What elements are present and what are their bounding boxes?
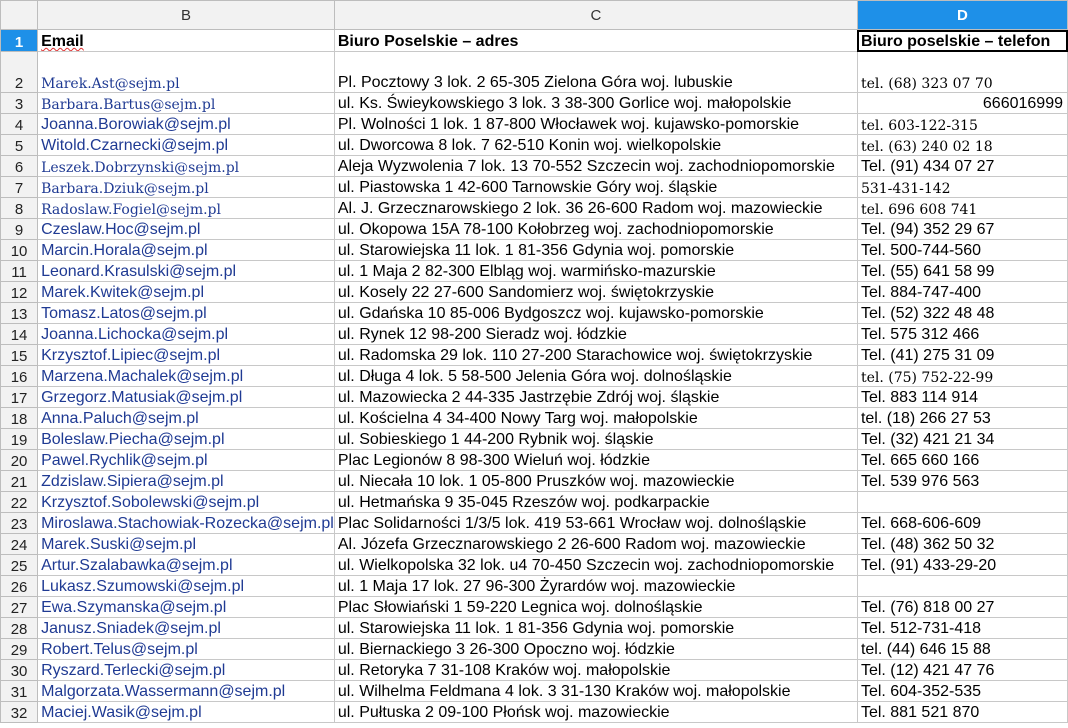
address-cell[interactable]: ul. Starowiejska 11 lok. 1 81-356 Gdynia woj. pomorskie: [334, 240, 857, 261]
address-cell[interactable]: ul. Ks. Świeykowskiego 3 lok. 3 38-300 Gorlice woj. małopolskie: [334, 93, 857, 114]
row-header[interactable]: 10: [1, 240, 38, 261]
email-cell[interactable]: Marek.Ast@sejm.pl: [38, 52, 335, 93]
row-header[interactable]: 26: [1, 576, 38, 597]
email-cell[interactable]: Barbara.Dziuk@sejm.pl: [38, 177, 335, 198]
row-header[interactable]: 6: [1, 156, 38, 177]
address-cell[interactable]: ul. Hetmańska 9 35-045 Rzeszów woj. podkarpackie: [334, 492, 857, 513]
row-header[interactable]: 3: [1, 93, 38, 114]
row-header[interactable]: 4: [1, 114, 38, 135]
address-cell[interactable]: ul. Biernackiego 3 26-300 Opoczno woj. łódzkie: [334, 639, 857, 660]
address-cell[interactable]: ul. Rynek 12 98-200 Sieradz woj. łódzkie: [334, 324, 857, 345]
email-cell[interactable]: Ewa.Szymanska@sejm.pl: [38, 597, 335, 618]
row-header[interactable]: 27: [1, 597, 38, 618]
email-cell[interactable]: Pawel.Rychlik@sejm.pl: [38, 450, 335, 471]
phone-cell[interactable]: Tel. (91) 434 07 27: [857, 156, 1067, 177]
row-header[interactable]: 31: [1, 681, 38, 702]
email-cell[interactable]: Artur.Szalabawka@sejm.pl: [38, 555, 335, 576]
phone-cell[interactable]: Tel. 604-352-535: [857, 681, 1067, 702]
row-header[interactable]: 21: [1, 471, 38, 492]
phone-cell[interactable]: tel. (18) 266 27 53: [857, 408, 1067, 429]
address-cell[interactable]: ul. Pułtuska 2 09-100 Płońsk woj. mazowieckie: [334, 702, 857, 723]
phone-cell[interactable]: [857, 576, 1067, 597]
address-cell[interactable]: Plac Solidarności 1/3/5 lok. 419 53-661 Wrocław woj. dolnośląskie: [334, 513, 857, 534]
row-header[interactable]: 12: [1, 282, 38, 303]
phone-cell[interactable]: Tel. 575 312 466: [857, 324, 1067, 345]
address-cell[interactable]: ul. Sobieskiego 1 44-200 Rybnik woj. śląskie: [334, 429, 857, 450]
email-cell[interactable]: Marek.Kwitek@sejm.pl: [38, 282, 335, 303]
row-header[interactable]: 19: [1, 429, 38, 450]
phone-cell[interactable]: Tel. (91) 433-29-20: [857, 555, 1067, 576]
email-cell[interactable]: Marcin.Horala@sejm.pl: [38, 240, 335, 261]
header-cell-phone[interactable]: Biuro poselskie – telefon: [857, 30, 1067, 52]
email-cell[interactable]: Krzysztof.Sobolewski@sejm.pl: [38, 492, 335, 513]
row-header[interactable]: 11: [1, 261, 38, 282]
address-cell[interactable]: ul. 1 Maja 17 lok. 27 96-300 Żyrardów woj. mazowieckie: [334, 576, 857, 597]
row-header[interactable]: 32: [1, 702, 38, 723]
phone-cell[interactable]: tel. (44) 646 15 88: [857, 639, 1067, 660]
email-cell[interactable]: Lukasz.Szumowski@sejm.pl: [38, 576, 335, 597]
address-cell[interactable]: ul. Niecała 10 lok. 1 05-800 Pruszków woj. mazowieckie: [334, 471, 857, 492]
phone-cell[interactable]: Tel. 512-731-418: [857, 618, 1067, 639]
email-cell[interactable]: Anna.Paluch@sejm.pl: [38, 408, 335, 429]
row-header[interactable]: 14: [1, 324, 38, 345]
row-header[interactable]: 7: [1, 177, 38, 198]
phone-cell[interactable]: Tel. (41) 275 31 09: [857, 345, 1067, 366]
address-cell[interactable]: ul. Wilhelma Feldmana 4 lok. 3 31-130 Kraków woj. małopolskie: [334, 681, 857, 702]
address-cell[interactable]: ul. Kosely 22 27-600 Sandomierz woj. świętokrzyskie: [334, 282, 857, 303]
row-header[interactable]: 1: [1, 30, 38, 52]
phone-cell[interactable]: Tel. 668-606-609: [857, 513, 1067, 534]
address-cell[interactable]: Al. J. Grzecznarowskiego 2 lok. 36 26-600 Radom woj. mazowieckie: [334, 198, 857, 219]
phone-cell[interactable]: Tel. (52) 322 48 48: [857, 303, 1067, 324]
phone-cell[interactable]: tel. (75) 752-22-99: [857, 366, 1067, 387]
phone-cell[interactable]: [857, 492, 1067, 513]
email-cell[interactable]: Ryszard.Terlecki@sejm.pl: [38, 660, 335, 681]
phone-cell[interactable]: Tel. (12) 421 47 76: [857, 660, 1067, 681]
address-cell[interactable]: ul. Radomska 29 lok. 110 27-200 Starachowice woj. świętokrzyskie: [334, 345, 857, 366]
row-header[interactable]: 5: [1, 135, 38, 156]
row-header[interactable]: 20: [1, 450, 38, 471]
row-header[interactable]: 8: [1, 198, 38, 219]
address-cell[interactable]: ul. Piastowska 1 42-600 Tarnowskie Góry woj. śląskie: [334, 177, 857, 198]
email-cell[interactable]: Grzegorz.Matusiak@sejm.pl: [38, 387, 335, 408]
address-cell[interactable]: Plac Legionów 8 98-300 Wieluń woj. łódzkie: [334, 450, 857, 471]
email-cell[interactable]: Witold.Czarnecki@sejm.pl: [38, 135, 335, 156]
email-cell[interactable]: Marek.Suski@sejm.pl: [38, 534, 335, 555]
select-all-corner[interactable]: [1, 1, 38, 30]
address-cell[interactable]: ul. Kościelna 4 34-400 Nowy Targ woj. małopolskie: [334, 408, 857, 429]
phone-cell[interactable]: tel. (68) 323 07 70: [857, 52, 1067, 93]
email-cell[interactable]: Joanna.Lichocka@sejm.pl: [38, 324, 335, 345]
phone-cell[interactable]: Tel. (94) 352 29 67: [857, 219, 1067, 240]
email-cell[interactable]: Miroslawa.Stachowiak-Rozecka@sejm.pl: [38, 513, 335, 534]
row-header[interactable]: 17: [1, 387, 38, 408]
phone-cell[interactable]: tel. 696 608 741: [857, 198, 1067, 219]
phone-cell[interactable]: Tel. 539 976 563: [857, 471, 1067, 492]
row-header[interactable]: 9: [1, 219, 38, 240]
phone-cell[interactable]: Tel. 881 521 870: [857, 702, 1067, 723]
header-cell-address[interactable]: Biuro Poselskie – adres: [334, 30, 857, 52]
row-header[interactable]: 16: [1, 366, 38, 387]
address-cell[interactable]: ul. 1 Maja 2 82-300 Elbląg woj. warmińsko-mazurskie: [334, 261, 857, 282]
address-cell[interactable]: ul. Okopowa 15A 78-100 Kołobrzeg woj. zachodniopomorskie: [334, 219, 857, 240]
phone-cell[interactable]: tel. (63) 240 02 18: [857, 135, 1067, 156]
phone-cell[interactable]: tel. 603-122-315: [857, 114, 1067, 135]
row-header[interactable]: 18: [1, 408, 38, 429]
phone-cell[interactable]: Tel. 884-747-400: [857, 282, 1067, 303]
email-cell[interactable]: Maciej.Wasik@sejm.pl: [38, 702, 335, 723]
row-header[interactable]: 29: [1, 639, 38, 660]
header-cell-email[interactable]: [38, 30, 335, 52]
email-cell[interactable]: Czeslaw.Hoc@sejm.pl: [38, 219, 335, 240]
phone-cell[interactable]: Tel. 665 660 166: [857, 450, 1067, 471]
column-header-d[interactable]: D: [857, 1, 1067, 30]
address-cell[interactable]: Aleja Wyzwolenia 7 lok. 13 70-552 Szczecin woj. zachodniopomorskie: [334, 156, 857, 177]
phone-cell[interactable]: 666016999: [857, 93, 1067, 114]
address-cell[interactable]: ul. Starowiejska 11 lok. 1 81-356 Gdynia woj. pomorskie: [334, 618, 857, 639]
phone-cell[interactable]: 531-431-142: [857, 177, 1067, 198]
email-cell[interactable]: Radoslaw.Fogiel@sejm.pl: [38, 198, 335, 219]
email-cell[interactable]: Tomasz.Latos@sejm.pl: [38, 303, 335, 324]
row-header[interactable]: 25: [1, 555, 38, 576]
address-cell[interactable]: Al. Józefa Grzecznarowskiego 2 26-600 Radom woj. mazowieckie: [334, 534, 857, 555]
email-cell[interactable]: Janusz.Sniadek@sejm.pl: [38, 618, 335, 639]
row-header[interactable]: 13: [1, 303, 38, 324]
phone-cell[interactable]: Tel. 883 114 914: [857, 387, 1067, 408]
address-cell[interactable]: ul. Wielkopolska 32 lok. u4 70-450 Szczecin woj. zachodniopomorskie: [334, 555, 857, 576]
email-cell[interactable]: Joanna.Borowiak@sejm.pl: [38, 114, 335, 135]
email-cell[interactable]: Robert.Telus@sejm.pl: [38, 639, 335, 660]
header-email-text: Email: [41, 33, 84, 50]
phone-cell[interactable]: Tel. (76) 818 00 27: [857, 597, 1067, 618]
row-header[interactable]: 22: [1, 492, 38, 513]
address-cell[interactable]: ul. Gdańska 10 85-006 Bydgoszcz woj. kujawsko-pomorskie: [334, 303, 857, 324]
address-cell[interactable]: ul. Długa 4 lok. 5 58-500 Jelenia Góra woj. dolnośląskie: [334, 366, 857, 387]
email-cell[interactable]: Malgorzata.Wassermann@sejm.pl: [38, 681, 335, 702]
email-cell[interactable]: Boleslaw.Piecha@sejm.pl: [38, 429, 335, 450]
row-header[interactable]: 23: [1, 513, 38, 534]
column-header-c[interactable]: C: [334, 1, 857, 30]
email-cell[interactable]: Leszek.Dobrzynski@sejm.pl: [38, 156, 335, 177]
phone-cell[interactable]: Tel. 500-744-560: [857, 240, 1067, 261]
address-cell[interactable]: ul. Retoryka 7 31-108 Kraków woj. małopolskie: [334, 660, 857, 681]
row-header[interactable]: 30: [1, 660, 38, 681]
phone-cell[interactable]: Tel. (55) 641 58 99: [857, 261, 1067, 282]
row-header[interactable]: 24: [1, 534, 38, 555]
address-cell[interactable]: ul. Mazowiecka 2 44-335 Jastrzębie Zdrój woj. śląskie: [334, 387, 857, 408]
email-cell[interactable]: Leonard.Krasulski@sejm.pl: [38, 261, 335, 282]
address-cell[interactable]: Pl. Wolności 1 lok. 1 87-800 Włocławek woj. kujawsko-pomorskie: [334, 114, 857, 135]
column-header-b[interactable]: B: [38, 1, 335, 30]
email-cell[interactable]: Krzysztof.Lipiec@sejm.pl: [38, 345, 335, 366]
row-header[interactable]: 28: [1, 618, 38, 639]
row-header[interactable]: 2: [1, 52, 38, 93]
email-cell[interactable]: Zdzislaw.Sipiera@sejm.pl: [38, 471, 335, 492]
address-cell[interactable]: ul. Dworcowa 8 lok. 7 62-510 Konin woj. wielkopolskie: [334, 135, 857, 156]
phone-cell[interactable]: Tel. (48) 362 50 32: [857, 534, 1067, 555]
phone-cell[interactable]: Tel. (32) 421 21 34: [857, 429, 1067, 450]
address-cell[interactable]: Pl. Pocztowy 3 lok. 2 65-305 Zielona Góra woj. lubuskie: [334, 52, 857, 93]
email-cell[interactable]: Barbara.Bartus@sejm.pl: [38, 93, 335, 114]
row-header[interactable]: 15: [1, 345, 38, 366]
address-cell[interactable]: Plac Słowiański 1 59-220 Legnica woj. dolnośląskie: [334, 597, 857, 618]
email-cell[interactable]: Marzena.Machalek@sejm.pl: [38, 366, 335, 387]
